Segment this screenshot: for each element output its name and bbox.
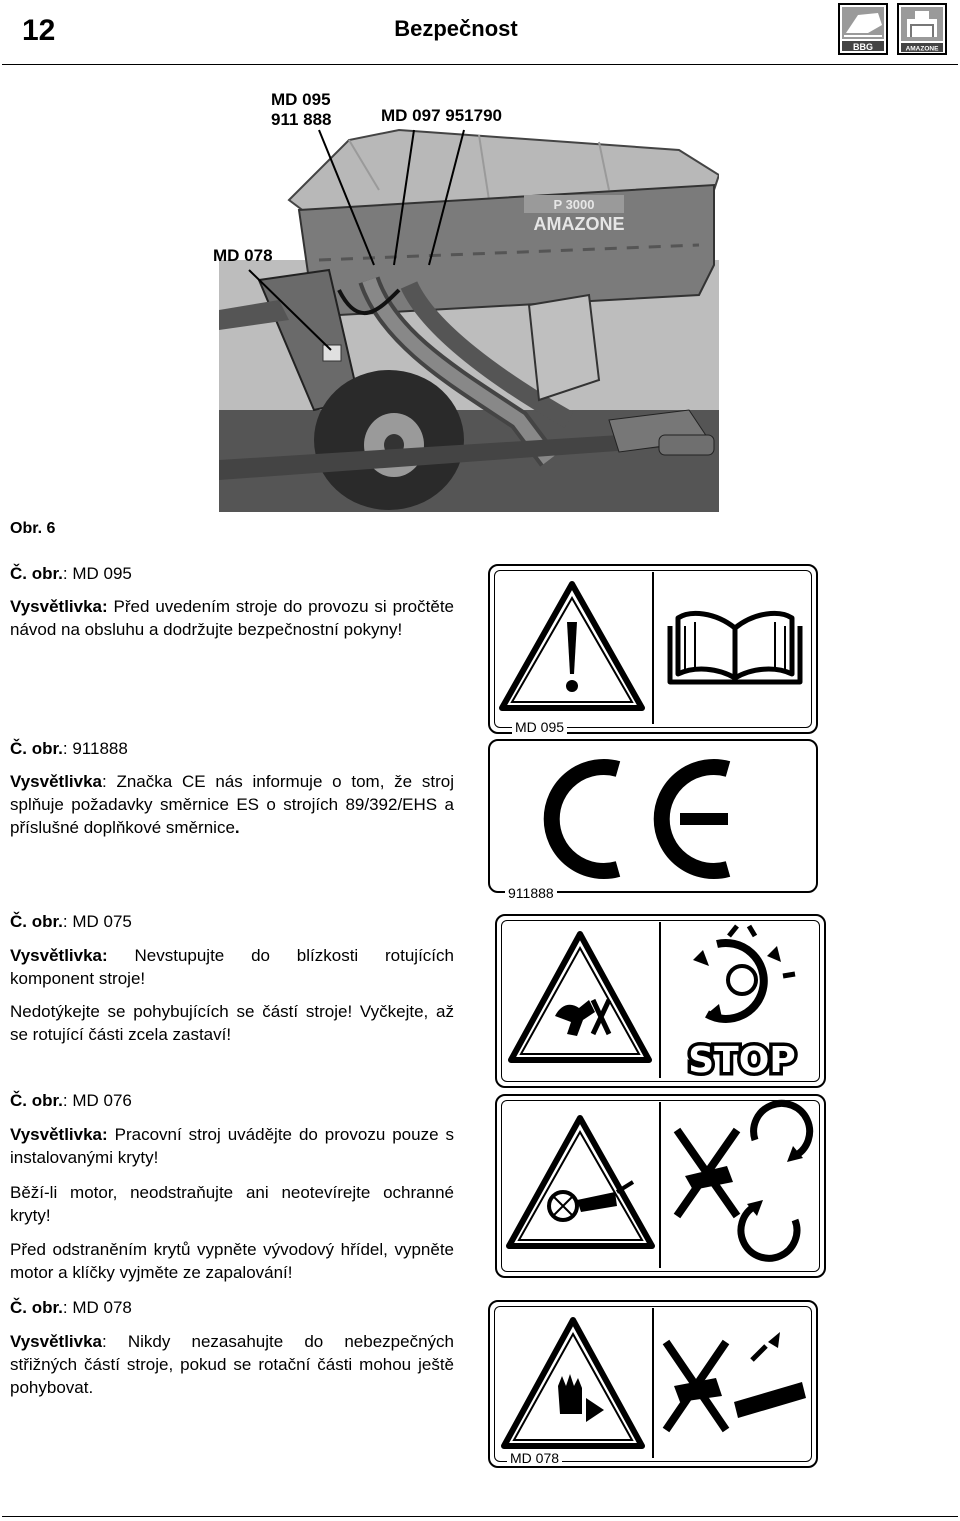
ce-expl-label: Vysvětlivka <box>10 772 102 791</box>
sign-ce-code: 911888 <box>505 885 557 901</box>
md076-explanation-3: Před odstraněním krytů vypněte vývodový hřídel, vypněte motor a klíčky vyjměte ze zapalování! <box>10 1240 454 1282</box>
amazone-logo <box>897 3 947 55</box>
sign-ce <box>488 739 818 893</box>
machine-photo <box>219 80 719 512</box>
header-rule <box>2 64 958 65</box>
page-number: 12 <box>22 14 56 47</box>
md078-ref-label: Č. obr. <box>10 1298 63 1317</box>
sign-md075-graphic <box>497 916 824 1086</box>
ce-ref-value: : 911888 <box>62 739 128 758</box>
bbg-logo <box>838 3 888 55</box>
md076-ref-label: Č. obr. <box>10 1091 63 1110</box>
sign-md078 <box>488 1300 818 1468</box>
callout-md097: MD 097 951790 <box>381 106 502 125</box>
no-hands-guards-icon <box>677 1103 810 1258</box>
ce-expl-end: . <box>234 818 240 837</box>
md076-expl-text1: Pracovní stroj uvádějte do provozu pouze s instalovanými kryty! <box>10 1125 454 1167</box>
md095-expl-text: Před uvedením stroje do provozu si pročtěte návod na obsluhu a dodržujte bezpečnostní pokyny! <box>10 597 454 639</box>
md078-explanation <box>10 1330 454 1399</box>
md095-ref-label: Č. obr. <box>10 564 63 583</box>
md078-expl-label: Vysvětlivka <box>10 1332 102 1351</box>
md076-explanation <box>10 1123 454 1169</box>
sign-md075 <box>495 914 826 1088</box>
md075-ref-label: Č. obr. <box>10 912 63 931</box>
md075-ref-value: : MD 075 <box>62 912 132 931</box>
sign-md076 <box>495 1094 826 1278</box>
machine-brand-text: AMAZONE <box>533 214 625 234</box>
no-reach-shear-icon <box>666 1332 806 1430</box>
md076-expl-label: Vysvětlivka: <box>10 1125 108 1144</box>
md095-ref-value: : MD 095 <box>62 564 132 583</box>
md076-explanation-2: Běží-li motor, neodstraňujte ani neotevírejte ochranné kryty! <box>10 1183 454 1225</box>
page-title: Bezpečnost <box>394 16 518 41</box>
md075-expl-label: Vysvětlivka: <box>10 946 108 965</box>
md078-ref <box>10 1296 454 1319</box>
footer-rule <box>2 1516 958 1517</box>
sign-md095-code: MD 095 <box>512 719 567 735</box>
md095-expl-label: Vysvětlivka: <box>10 597 108 616</box>
md075-explanation <box>10 944 454 990</box>
ce-ref-label: Č. obr. <box>10 739 63 758</box>
sign-md078-graphic <box>490 1302 816 1466</box>
sign-md095 <box>488 564 818 734</box>
sign-md076-graphic <box>497 1096 824 1276</box>
md095-explanation <box>10 595 454 641</box>
ce-expl-text: : Značka CE nás informuje o tom, že stroj splňuje požadavky směrnice ES o strojích 89/392/EHS a příslušné doplňkové směrnice <box>10 772 454 837</box>
figure-caption: Obr. 6 <box>10 520 56 537</box>
ce-explanation <box>10 770 454 839</box>
callout-md095: MD 095 <box>271 90 331 109</box>
ce-mark-icon <box>490 741 816 891</box>
callout-md095-911888 <box>271 90 332 130</box>
entanglement-warning-icon <box>509 1118 652 1246</box>
manual-book-icon <box>670 613 800 682</box>
md078-expl-text: : Nikdy nezasahujte do nebezpečných střižných částí stroje, pokud se rotační části mohou ještě pohybovat. <box>10 1332 454 1397</box>
sign-md095-graphic <box>490 566 816 732</box>
md095-ref <box>10 562 454 585</box>
md075-explanation-2: Nedotýkejte se pohybujících se částí stroje! Vyčkejte, až se rotující části zcela zastaví! <box>10 1002 454 1044</box>
md076-ref <box>10 1089 454 1112</box>
ce-ref <box>10 737 454 760</box>
rotating-parts-warning-icon <box>511 934 649 1060</box>
bbg-logo-text: BBG <box>853 42 873 52</box>
machine-model-text: P 3000 <box>553 197 595 212</box>
md076-ref-value: : MD 076 <box>62 1091 132 1110</box>
md078-ref-value: : MD 078 <box>62 1298 132 1317</box>
warning-triangle-icon <box>502 584 642 708</box>
amazone-logo-text: AMAZONE <box>905 45 939 53</box>
md075-expl-text1: Nevstupujte do blízkosti rotujících komponent stroje! <box>10 946 454 988</box>
callout-911888: 911 888 <box>271 110 332 129</box>
stop-text: STOP <box>688 1040 796 1081</box>
stop-rotating-icon <box>688 926 795 1081</box>
shearing-warning-icon <box>504 1320 642 1446</box>
md075-ref <box>10 910 454 933</box>
sign-md078-code: MD 078 <box>507 1450 562 1466</box>
callout-md078: MD 078 <box>213 246 273 265</box>
